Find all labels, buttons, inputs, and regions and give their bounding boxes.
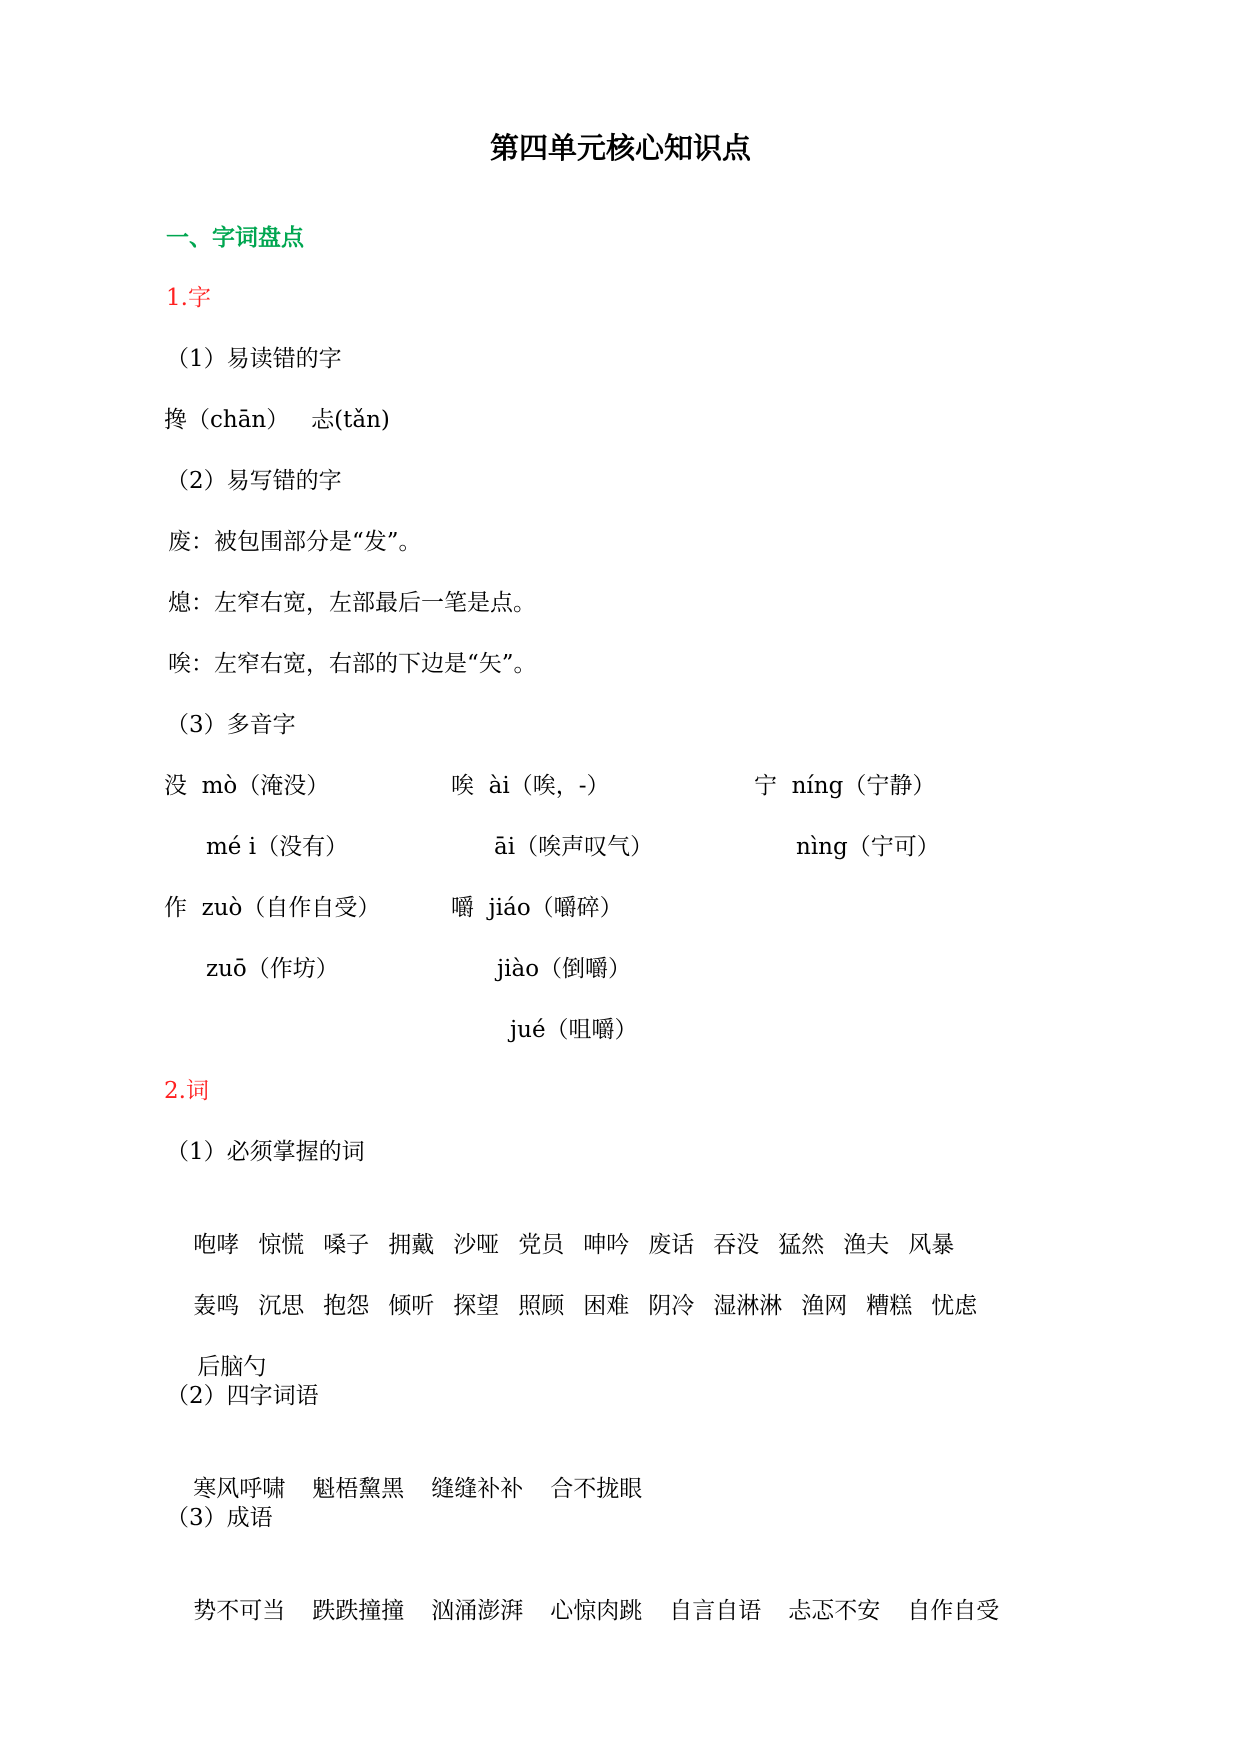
word-item: 惊慌 bbox=[258, 1232, 305, 1258]
polyphonic-entry: āi（唉声叹气） bbox=[494, 834, 654, 860]
word-item: 探望 bbox=[453, 1293, 500, 1319]
subheading-required-words: （1）必须掌握的词 bbox=[166, 1139, 365, 1165]
word-item: 势不可当 bbox=[193, 1598, 286, 1624]
subheading-polyphonic: （3）多音字 bbox=[166, 712, 296, 738]
word-item: 轰鸣 bbox=[193, 1293, 240, 1319]
page-title: 第四单元核心知识点 bbox=[489, 131, 751, 165]
polyphonic-entry: 宁 níng（宁静） bbox=[754, 773, 936, 799]
word-item: 糟糕 bbox=[866, 1293, 913, 1319]
word-item: 湿淋淋 bbox=[713, 1293, 783, 1319]
word-item: 自言自语 bbox=[669, 1598, 762, 1624]
word-item: 呻吟 bbox=[583, 1232, 630, 1258]
word-item: 缝缝补补 bbox=[431, 1476, 524, 1502]
word-item: 渔网 bbox=[801, 1293, 848, 1319]
word-item: 忧虑 bbox=[931, 1293, 978, 1319]
misread-line: 搀（chān） 忐(tǎn) bbox=[164, 407, 390, 433]
part-heading-characters: 1.字 bbox=[166, 285, 211, 311]
word-item: 沙哑 bbox=[453, 1232, 500, 1258]
word-item: 倾听 bbox=[388, 1293, 435, 1319]
polyphonic-entry: jué（咀嚼） bbox=[510, 1017, 638, 1043]
word-item: 照顾 bbox=[518, 1293, 565, 1319]
subheading-idioms: （3）成语 bbox=[166, 1505, 273, 1531]
subheading-miswritten: （2）易写错的字 bbox=[166, 468, 342, 494]
miswritten-line: 熄：左窄右宽，左部最后一笔是点。 bbox=[168, 590, 536, 616]
miswritten-line: 废：被包围部分是“发”。 bbox=[168, 529, 422, 555]
word-item: 寒风呼啸 bbox=[193, 1476, 286, 1502]
word-item: 汹涌澎湃 bbox=[431, 1598, 524, 1624]
word-item: 党员 bbox=[518, 1232, 565, 1258]
polyphonic-entry: 作 zuò（自作自受） bbox=[164, 895, 381, 921]
polyphonic-entry: mé i（没有） bbox=[206, 834, 349, 860]
section-heading: 一、字词盘点 bbox=[166, 225, 304, 251]
subheading-four-char-words: （2）四字词语 bbox=[166, 1383, 319, 1409]
polyphonic-entry: nìng（宁可） bbox=[796, 834, 940, 860]
word-item: 废话 bbox=[648, 1232, 695, 1258]
word-item: 困难 bbox=[583, 1293, 630, 1319]
word-item: 沉思 bbox=[258, 1293, 305, 1319]
word-item: 渔夫 bbox=[843, 1232, 890, 1258]
polyphonic-entry: jiào（倒嚼） bbox=[497, 956, 632, 982]
polyphonic-entry: 没 mò（淹没） bbox=[164, 773, 330, 799]
part-heading-words: 2.词 bbox=[164, 1078, 209, 1104]
word-item: 忐忑不安 bbox=[788, 1598, 881, 1624]
polyphonic-entry: 嚼 jiáo（嚼碎） bbox=[451, 895, 623, 921]
word-item: 猛然 bbox=[778, 1232, 825, 1258]
word-item: 抱怨 bbox=[323, 1293, 370, 1319]
word-item: 吞没 bbox=[713, 1232, 760, 1258]
miswritten-line: 唉：左窄右宽，右部的下边是“矢”。 bbox=[168, 651, 537, 677]
polyphonic-entry: 唉 ài（唉，-） bbox=[451, 773, 610, 799]
word-item: 跌跌撞撞 bbox=[312, 1598, 405, 1624]
word-item: 魁梧黧黑 bbox=[312, 1476, 405, 1502]
word-item: 嗓子 bbox=[323, 1232, 370, 1258]
word-row bbox=[164, 1563, 1026, 1659]
word-item: 后脑勺 bbox=[197, 1354, 267, 1380]
word-item: 咆哮 bbox=[193, 1232, 240, 1258]
polyphonic-entry: zuō（作坊） bbox=[206, 956, 339, 982]
word-row bbox=[164, 1258, 996, 1354]
word-item: 心惊肉跳 bbox=[550, 1598, 643, 1624]
word-item: 阴冷 bbox=[648, 1293, 695, 1319]
word-item: 拥戴 bbox=[388, 1232, 435, 1258]
subheading-misread: （1）易读错的字 bbox=[166, 346, 342, 372]
word-item: 合不拢眼 bbox=[550, 1476, 643, 1502]
word-item: 自作自受 bbox=[907, 1598, 1000, 1624]
word-item: 风暴 bbox=[908, 1232, 955, 1258]
